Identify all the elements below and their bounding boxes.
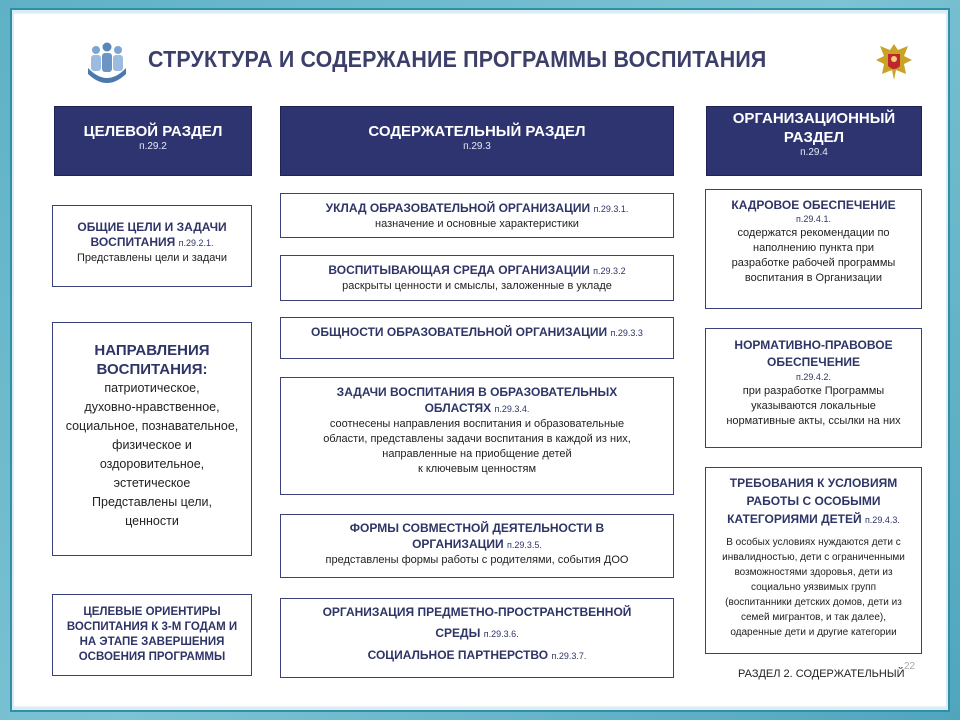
normativ-title-line2: ОБЕСПЕЧЕНИЕ <box>767 355 860 369</box>
usloviya-line: возможностями здоровья, дети из <box>734 567 893 578</box>
directions-line: оздоровительное, <box>99 457 205 471</box>
usloviya-line: В особых условиях нуждаются дети с <box>726 537 901 548</box>
box-org <box>280 598 674 678</box>
box-zadachi <box>280 377 674 495</box>
header-right-section <box>706 106 922 176</box>
directions-line: социальное, познавательное, <box>65 419 239 433</box>
box-uklad <box>280 193 674 238</box>
zadachi-line: к ключевым ценностям <box>417 463 537 475</box>
header-middle-section <box>280 106 674 176</box>
formy-title-line2: ОРГАНИЗАЦИИ <box>412 537 504 551</box>
formy-ref: п.29.3.5. <box>506 540 542 550</box>
footer-section-label: РАЗДЕЛ 2. СОДЕРЖАТЕЛЬНЫЙ <box>738 668 905 680</box>
org-title-line1: ОРГАНИЗАЦИЯ ПРЕДМЕТНО-ПРОСТРАНСТВЕННОЙ <box>322 605 632 619</box>
kadry-line: содержатся рекомендации по <box>737 227 890 239</box>
zadachi-title-line1: ЗАДАЧИ ВОСПИТАНИЯ В ОБРАЗОВАТЕЛЬНЫХ <box>336 385 618 399</box>
box-obshchnosti <box>280 317 674 359</box>
targets-line: НА ЭТАПЕ ЗАВЕРШЕНИЯ <box>79 636 225 648</box>
directions-line: эстетическое <box>113 476 191 490</box>
goals-title-line2: ВОСПИТАНИЯ <box>90 235 176 249</box>
box-targets <box>52 594 252 676</box>
box-directions <box>52 322 252 556</box>
kadry-line: разработке рабочей программы <box>731 257 896 269</box>
uklad-text: назначение и основные характеристики <box>375 218 579 230</box>
directions-title-line1: НАПРАВЛЕНИЯ <box>94 342 210 359</box>
usloviya-line: одаренные дети и другие категории <box>730 627 897 638</box>
org-title-line3: СОЦИАЛЬНОЕ ПАРТНЕРСТВО <box>367 648 549 662</box>
directions-line: патриотическое, <box>104 381 200 395</box>
sreda-title: ВОСПИТЫВАЮЩАЯ СРЕДА ОРГАНИЗАЦИИ <box>328 263 590 277</box>
zadachi-line: соотнесены направления воспитания и образовательные <box>329 418 625 430</box>
zadachi-title-line2: ОБЛАСТЯХ <box>424 401 492 415</box>
box-usloviya <box>705 467 922 654</box>
directions-title-line2: ВОСПИТАНИЯ: <box>96 361 208 378</box>
header-middle-ref: п.29.3 <box>463 141 491 152</box>
usloviya-line: семей мигрантов, и так далее), <box>740 612 887 623</box>
kadry-title: КАДРОВОЕ ОБЕСПЕЧЕНИЕ <box>731 198 896 212</box>
box-formy <box>280 514 674 578</box>
header-left-section <box>54 106 252 176</box>
obshchnosti-ref: п.29.3.3 <box>610 328 643 338</box>
normativ-line: при разработке Программы <box>742 385 885 397</box>
zadachi-ref: п.29.3.4. <box>494 404 530 414</box>
org-title-line2: СРЕДЫ <box>435 626 481 640</box>
formy-title-line1: ФОРМЫ СОВМЕСТНОЙ ДЕЯТЕЛЬНОСТИ В <box>349 521 605 535</box>
targets-line: ОСВОЕНИЯ ПРОГРАММЫ <box>78 651 226 663</box>
directions-line: ценности <box>125 514 179 528</box>
zadachi-line: направленные на приобщение детей <box>382 448 572 460</box>
box-goals <box>52 205 252 287</box>
obshchnosti-title: ОБЩНОСТИ ОБРАЗОВАТЕЛЬНОЙ ОРГАНИЗАЦИИ <box>311 325 608 339</box>
header-right-ref: п.29.4 <box>800 147 828 158</box>
uklad-ref: п.29.3.1. <box>593 204 629 214</box>
header-middle-title: СОДЕРЖАТЕЛЬНЫЙ РАЗДЕЛ <box>368 123 586 140</box>
header-left-title: ЦЕЛЕВОЙ РАЗДЕЛ <box>83 123 223 140</box>
page-title: СТРУКТУРА И СОДЕРЖАНИЕ ПРОГРАММЫ ВОСПИТАНИЯ <box>148 46 767 72</box>
usloviya-title-line3: КАТЕГОРИЯМИ ДЕТЕЙ <box>727 512 862 526</box>
goals-title-line1: ОБЩИЕ ЦЕЛИ И ЗАДАЧИ <box>77 220 227 234</box>
box-kadry <box>705 189 922 309</box>
uklad-title: УКЛАД ОБРАЗОВАТЕЛЬНОЙ ОРГАНИЗАЦИИ <box>325 201 591 215</box>
usloviya-line: социально уязвимых групп <box>750 582 876 593</box>
page-number: 22 <box>904 661 916 672</box>
directions-line: духовно-нравственное, <box>84 400 220 414</box>
org-ref: п.29.3.6. <box>483 629 519 639</box>
sreda-ref: п.29.3.2 <box>593 266 626 276</box>
goals-text: Представлены цели и задачи <box>76 252 228 264</box>
goals-ref: п.29.2.1. <box>178 238 214 248</box>
usloviya-title-line1: ТРЕБОВАНИЯ К УСЛОВИЯМ <box>729 476 898 490</box>
box-normativ <box>705 328 922 448</box>
kadry-line: наполнению пункта при <box>753 242 874 254</box>
kadry-line: воспитания в Организации <box>744 272 883 284</box>
header-right-title-line2: РАЗДЕЛ <box>783 129 845 146</box>
normativ-line: нормативные акты, ссылки на них <box>726 415 901 427</box>
formy-text: представлены формы работы с родителями, события ДОО <box>325 554 629 566</box>
coat-of-arms-icon <box>874 40 914 84</box>
normativ-line: указываются локальные <box>751 400 876 412</box>
kadry-ref: п.29.4.1. <box>796 214 831 224</box>
normativ-ref: п.29.4.2. <box>796 372 831 382</box>
targets-line: ВОСПИТАНИЯ К 3-М ГОДАМ И <box>66 621 238 633</box>
directions-line: физическое и <box>112 438 192 452</box>
org-ref3: п.29.3.7. <box>551 651 587 661</box>
usloviya-title-line2: РАБОТЫ С ОСОБЫМИ <box>746 494 881 508</box>
normativ-title-line1: НОРМАТИВНО-ПРАВОВОЕ <box>734 338 893 352</box>
people-logo-icon <box>84 40 130 86</box>
targets-line: ЦЕЛЕВЫЕ ОРИЕНТИРЫ <box>83 606 221 618</box>
sreda-text: раскрыты ценности и смыслы, заложенные в укладе <box>342 280 612 292</box>
box-sreda <box>280 255 674 301</box>
usloviya-line: (воспитанники детских домов, дети из <box>725 597 902 608</box>
usloviya-ref: п.29.4.3. <box>864 515 900 525</box>
directions-line: Представлены цели, <box>92 495 212 509</box>
usloviya-line: инвалидностью, дети с ограниченными <box>722 552 905 563</box>
header-right-title-line1: ОРГАНИЗАЦИОННЫЙ <box>732 110 896 127</box>
zadachi-line: области, представлены задачи воспитания в каждой из них, <box>323 433 631 445</box>
header-left-ref: п.29.2 <box>139 141 167 152</box>
